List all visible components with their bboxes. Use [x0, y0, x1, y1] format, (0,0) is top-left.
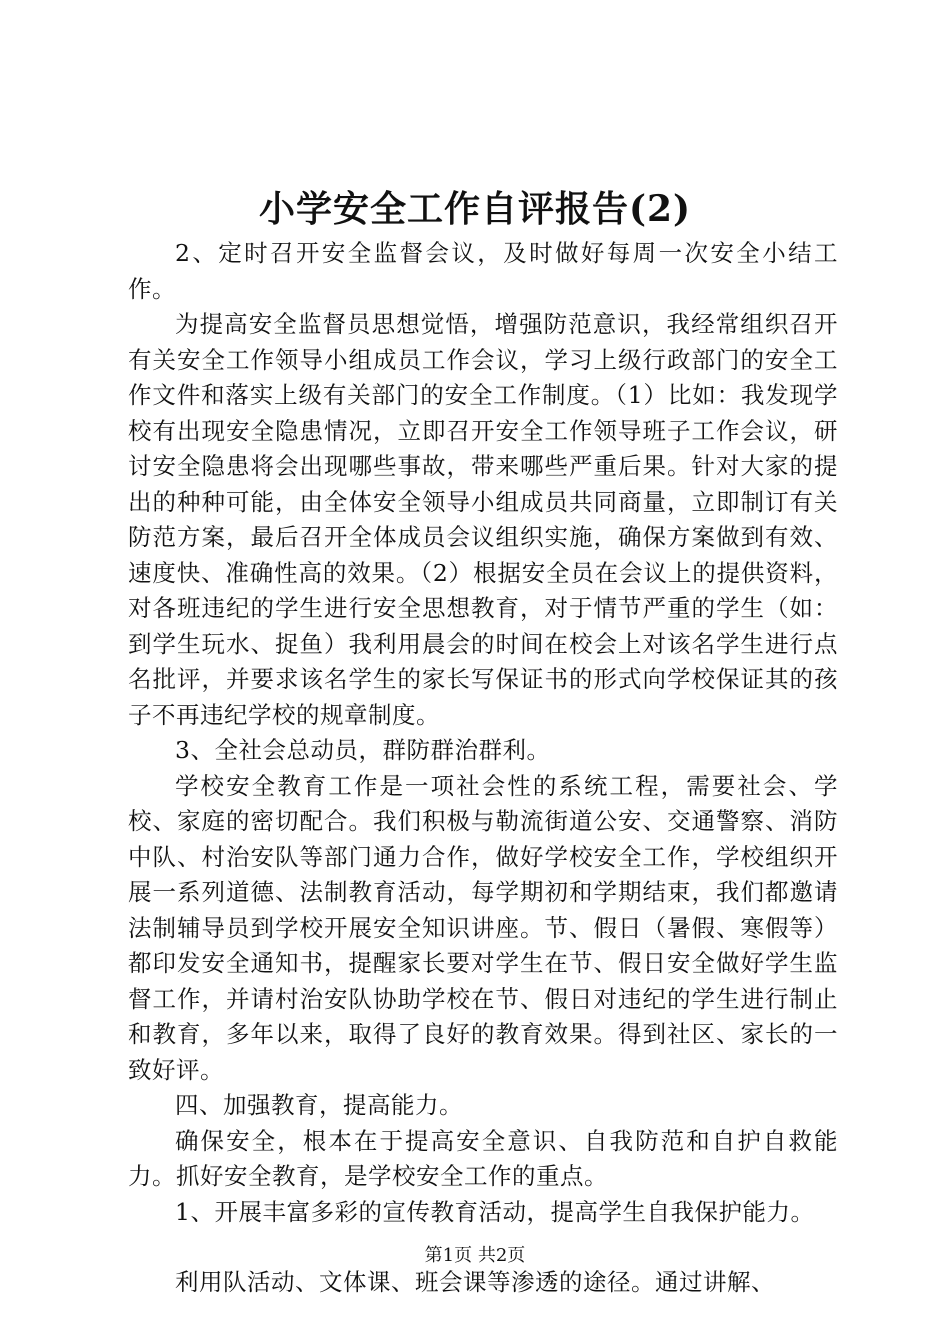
section-heading: 四、加强教育，提高能力。: [175, 1091, 463, 1119]
document-body: [128, 236, 838, 1301]
document-title: 小学安全工作自评报告(2): [258, 188, 692, 230]
paragraph: 2、定时召开安全监督会议，及时做好每周一次安全小结工作。: [128, 239, 838, 303]
paragraph: 学校安全教育工作是一项社会性的系统工程，需要社会、学校、家庭的密切配合。我们积极与勒流街道公安、交通警察、消防中队、村治安队等部门通力合作，做好学校安全工作，学校组织开展一系列道德、法制教育活动，每学期初和学期结束，我们都邀请法制辅导员到学校开展安全知识讲座。节、假日（暑假、寒假等）都印发安全通知书，提醒家长要对学生在节、假日安全做好学生监督工作，并请村治安队协助学校在节、假日对违纪的学生进行制止和教育，多年以来，取得了良好的教育效果。得到社区、家长的一致好评。: [128, 771, 838, 1084]
paragraph: 1、开展丰富多彩的宣传教育活动，提高学生自我保护能力。: [175, 1197, 815, 1226]
paragraph: 为提高安全监督员思想觉悟，增强防范意识，我经常组织召开有关安全工作领导小组成员工作会议，学习上级行政部门的安全工作文件和落实上级有关部门的安全工作制度。（1）比如：我发现学校有出现安全隐患情况，立即召开安全工作领导班子工作会议，研讨安全隐患将会出现哪些事故，带来哪些严重后果。针对大家的提出的种种可能，由全体安全领导小组成员共同商量，立即制订有关防范方案，最后召开全体成员会议组织实施，确保方案做到有效、速度快、准确性高的效果。（2）根据安全员在会议上的提供资料，对各班违纪的学生进行安全思想教育，对于情节严重的学生（如：到学生玩水、捉鱼）我利用晨会的时间在校会上对该名学生进行点名批评，并要求该名学生的家长写保证书的形式向学校保证其的孩子不再违纪学校的规章制度。: [128, 310, 838, 729]
paragraph: 3、全社会总动员，群防群治群利。: [175, 736, 551, 764]
paragraph: 确保安全，根本在于提高安全意识、自我防范和自护自救能力。抓好安全教育，是学校安全工作的重点。: [128, 1126, 838, 1190]
paragraph: 利用队活动、文体课、班会课等渗透的途径。通过讲解、: [175, 1268, 775, 1296]
page-footer: 第1页 共2页: [424, 1245, 526, 1266]
